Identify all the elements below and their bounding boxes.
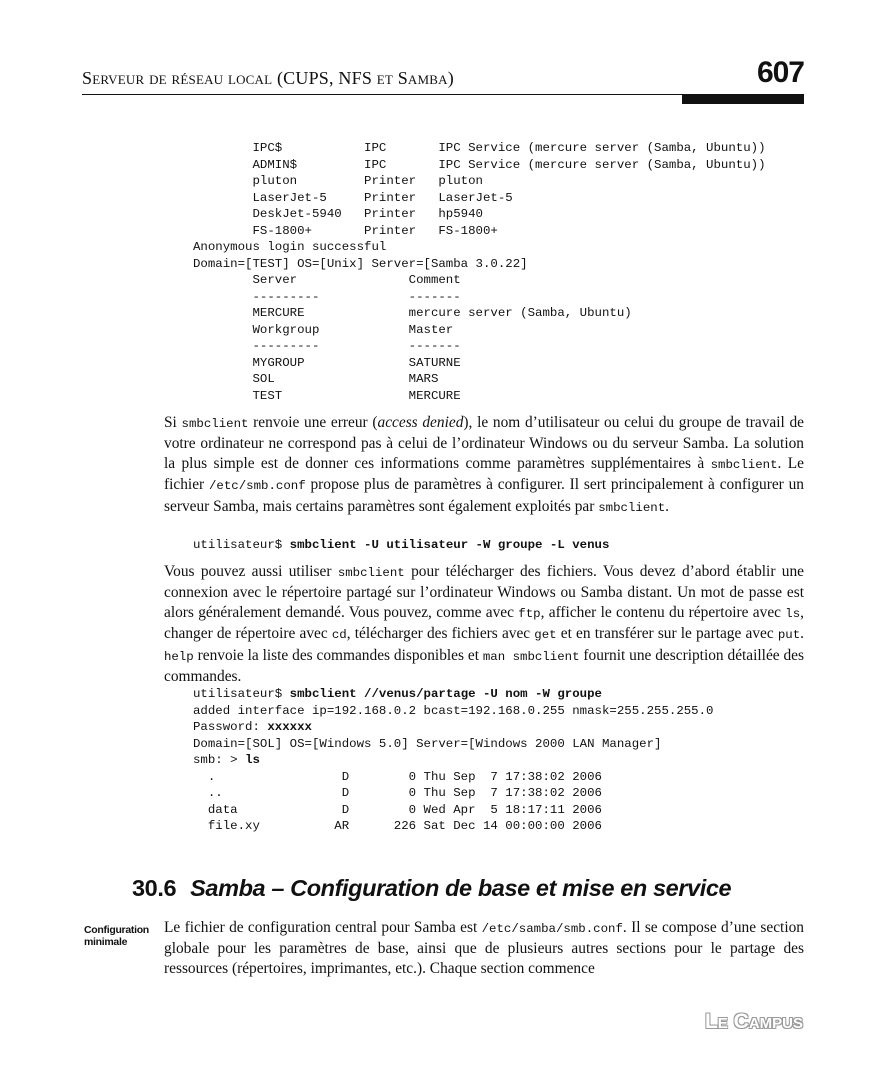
running-header [82, 56, 804, 94]
running-header-title: Serveur de réseau local (CUPS, NFS et Samba) [82, 68, 454, 88]
code-command-list-shares: utilisateur$ smbclient -U utilisateur -W groupe -L venus [193, 538, 610, 552]
code-listing-smbclient-output: IPC$ IPC IPC Service (mercure server (Samba, Ubuntu)) ADMIN$ IPC IPC Service (mercure server (Samba, Ubuntu)) pluton Printer pluton LaserJet-5 Printer LaserJet-5 DeskJet-5940 Printer hp5940 FS-1800+ Printer FS-1800+ Anonymous login successful Domain=[TEST] OS=[Unix] Server=[Samba 3.0.22] Server Comment --------- ------- MERCURE mercure server (Samba, Ubuntu) Workgroup Master --------- ------- MYGROUP SATURNE SOL MARS TEST MERCURE [193, 141, 766, 403]
section-heading [132, 875, 731, 902]
margin-note: Configuration minimale [84, 924, 149, 948]
paragraph-download-files: Vous pouvez aussi utiliser smbclient pour télécharger des fichiers. Vous devez d’abord établir une connexion avec le répertoire partagé sur l’ordinateur Windows ou Samba distant. Un mot de passe est alors généralement demandé. Vous pouvez, comme avec ftp, afficher le contenu du répertoire avec ls, changer de répertoire avec cd, télécharger des fichiers avec get et en transférer sur le partage avec put. help renvoie la liste des commandes disponibles et man smbclient fournit une description détaillée des commandes. [164, 563, 805, 686]
publisher-logo: Le Campus [704, 1010, 803, 1033]
paragraph-config-file: Le fichier de configuration central pour Samba est /etc/samba/smb.conf. Il se compose d’une section globale pour les paramètres de base, ainsi que de plusieurs autres sections pour le partage des ressources (répertoires, imprimantes, etc.). Chaque section commence [164, 919, 804, 977]
section-number: 30.6 [132, 875, 177, 901]
code-listing-smbclient-session: utilisateur$ smbclient //venus/partage -U nom -W groupe added interface ip=192.168.0.2 bcast=192.168.0.255 nmask=255.255.255.0 Password: xxxxxx Domain=[SOL] OS=[Windows 5.0] Server=[Windows 2000 LAN Manager] smb: > ls . D 0 Thu Sep 7 17:38:02 2006 .. D 0 Thu Sep 7 17:38:02 2006 data D 0 Wed Apr 5 18:17:11 2006 file.xy AR 226 Sat Dec 14 00:00:00 2006 [193, 687, 714, 833]
paragraph-access-denied: Si smbclient renvoie une erreur (access denied), le nom d’utilisateur ou celui du groupe de travail de votre ordinateur ne correspond pas à celui de l’ordinateur Windows ou du serveur Samba. La solution la plus simple est de donner ces informations comme paramètres supplémentaires à smbclient. Le fichier /etc/smb.conf propose plus de paramètres à configurer. Il sert principalement à configurer un serveur Samba, mais certains paramètres sont également exploités par smbclient. [164, 414, 805, 515]
page-number: 607 [756, 56, 804, 89]
header-rule-accent [682, 95, 804, 104]
section-title: Samba – Configuration de base et mise en service [190, 875, 732, 901]
